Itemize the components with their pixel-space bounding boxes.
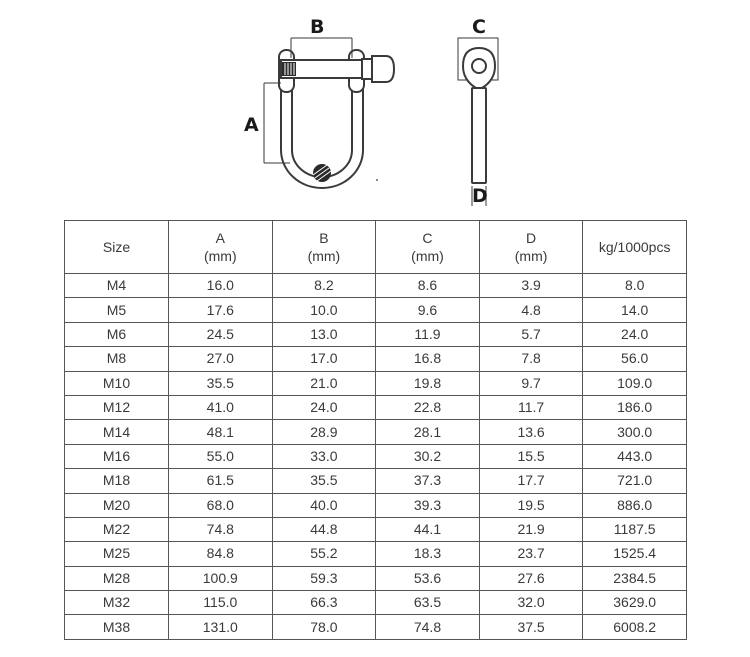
label-a: A (244, 114, 259, 136)
cell-a: 35.5 (169, 371, 273, 395)
cell-weight: 1187.5 (583, 517, 687, 541)
table-row (65, 347, 687, 371)
cell-b: 28.9 (272, 420, 376, 444)
cell-size: M18 (65, 469, 169, 493)
cell-a: 24.5 (169, 322, 273, 346)
cell-c: 39.3 (376, 493, 480, 517)
cell-d: 4.8 (479, 298, 583, 322)
cell-d: 21.9 (479, 517, 583, 541)
cell-b: 55.2 (272, 542, 376, 566)
cell-a: 55.0 (169, 444, 273, 468)
pin-thread (282, 62, 296, 76)
label-d: D (472, 185, 488, 207)
cell-c: 8.6 (376, 274, 480, 298)
cell-c: 18.3 (376, 542, 480, 566)
cell-b: 24.0 (272, 395, 376, 419)
table-row (65, 566, 687, 590)
cell-weight: 24.0 (583, 322, 687, 346)
cell-size: M20 (65, 493, 169, 517)
cell-c: 9.6 (376, 298, 480, 322)
cell-b: 40.0 (272, 493, 376, 517)
col-header-weight (583, 221, 687, 274)
cell-d: 13.6 (479, 420, 583, 444)
cell-b: 10.0 (272, 298, 376, 322)
cell-c: 16.8 (376, 347, 480, 371)
cell-d: 23.7 (479, 542, 583, 566)
cell-d: 11.7 (479, 395, 583, 419)
cell-c: 19.8 (376, 371, 480, 395)
section-circle (313, 164, 331, 182)
cell-d: 3.9 (479, 274, 583, 298)
cell-size: M8 (65, 347, 169, 371)
header-unit: (mm) (411, 248, 444, 264)
cell-size: M6 (65, 322, 169, 346)
table-row (65, 420, 687, 444)
cell-c: 11.9 (376, 322, 480, 346)
cell-b: 33.0 (272, 444, 376, 468)
cell-weight: 3629.0 (583, 591, 687, 615)
cell-c: 37.3 (376, 469, 480, 493)
cell-size: M12 (65, 395, 169, 419)
cell-b: 21.0 (272, 371, 376, 395)
shackle-side-view (458, 38, 498, 183)
cell-c: 22.8 (376, 395, 480, 419)
cell-size: M16 (65, 444, 169, 468)
cell-c: 44.1 (376, 517, 480, 541)
cell-d: 15.5 (479, 444, 583, 468)
cell-a: 68.0 (169, 493, 273, 517)
cell-b: 78.0 (272, 615, 376, 639)
cell-a: 131.0 (169, 615, 273, 639)
cell-c: 28.1 (376, 420, 480, 444)
table-row (65, 615, 687, 639)
cell-d: 37.5 (479, 615, 583, 639)
wing-nut (362, 56, 394, 82)
cell-weight: 186.0 (583, 395, 687, 419)
header-unit: (mm) (203, 248, 237, 264)
col-header-d (479, 221, 583, 274)
cell-b: 44.8 (272, 517, 376, 541)
header-name: D (526, 230, 537, 246)
cell-weight: 109.0 (583, 371, 687, 395)
cell-b: 59.3 (272, 566, 376, 590)
table-row (65, 591, 687, 615)
table-row (65, 493, 687, 517)
cell-size: M28 (65, 566, 169, 590)
cell-size: M5 (65, 298, 169, 322)
cell-d: 17.7 (479, 469, 583, 493)
dimension-a (264, 83, 290, 163)
cell-a: 74.8 (169, 517, 273, 541)
cell-a: 41.0 (169, 395, 273, 419)
label-b: B (310, 16, 325, 38)
cell-weight: 886.0 (583, 493, 687, 517)
cell-weight: 6008.2 (583, 615, 687, 639)
cell-weight: 8.0 (583, 274, 687, 298)
table-row (65, 322, 687, 346)
header-name: C (422, 230, 433, 246)
header-unit: (mm) (514, 248, 548, 264)
cell-a: 100.9 (169, 566, 273, 590)
table-row (65, 517, 687, 541)
header-name: A (215, 230, 225, 246)
cell-d: 32.0 (479, 591, 583, 615)
cell-weight: 443.0 (583, 444, 687, 468)
cell-d: 9.7 (479, 371, 583, 395)
table-row (65, 298, 687, 322)
cell-size: M32 (65, 591, 169, 615)
cell-a: 17.6 (169, 298, 273, 322)
cell-weight: 14.0 (583, 298, 687, 322)
cell-d: 7.8 (479, 347, 583, 371)
col-header-size (65, 221, 169, 274)
cell-weight: 2384.5 (583, 566, 687, 590)
header-name: B (319, 230, 329, 246)
header-row (65, 221, 687, 274)
cell-c: 74.8 (376, 615, 480, 639)
cell-a: 61.5 (169, 469, 273, 493)
cell-weight: 1525.4 (583, 542, 687, 566)
label-c: C (472, 16, 486, 38)
table-row (65, 395, 687, 419)
cell-weight: 721.0 (583, 469, 687, 493)
cell-a: 84.8 (169, 542, 273, 566)
table-row (65, 274, 687, 298)
header-unit: (mm) (307, 248, 341, 264)
cell-b: 17.0 (272, 347, 376, 371)
cell-a: 27.0 (169, 347, 273, 371)
spec-table (64, 220, 687, 640)
cell-b: 35.5 (272, 469, 376, 493)
col-header-c (376, 221, 480, 274)
col-header-a (169, 221, 273, 274)
cell-size: M14 (65, 420, 169, 444)
cell-a: 16.0 (169, 274, 273, 298)
cell-d: 5.7 (479, 322, 583, 346)
cell-a: 115.0 (169, 591, 273, 615)
table-body (65, 274, 687, 640)
cell-d: 27.6 (479, 566, 583, 590)
shackle-diagram (0, 0, 750, 215)
table-row (65, 542, 687, 566)
cell-weight: 56.0 (583, 347, 687, 371)
header-name: kg/1000pcs (598, 239, 671, 255)
cell-c: 63.5 (376, 591, 480, 615)
cell-b: 66.3 (272, 591, 376, 615)
dimension-b (291, 38, 352, 58)
cell-b: 13.0 (272, 322, 376, 346)
header-name: Size (102, 239, 131, 255)
table-row (65, 444, 687, 468)
cell-c: 30.2 (376, 444, 480, 468)
cell-a: 48.1 (169, 420, 273, 444)
cell-d: 19.5 (479, 493, 583, 517)
cell-size: M10 (65, 371, 169, 395)
shackle-front-view (279, 50, 394, 188)
cell-weight: 300.0 (583, 420, 687, 444)
cell-b: 8.2 (272, 274, 376, 298)
cell-size: M38 (65, 615, 169, 639)
col-header-b (272, 221, 376, 274)
cell-size: M25 (65, 542, 169, 566)
cell-size: M22 (65, 517, 169, 541)
table-row (65, 371, 687, 395)
stray-dot (376, 179, 378, 181)
cell-size: M4 (65, 274, 169, 298)
cell-c: 53.6 (376, 566, 480, 590)
table-row (65, 469, 687, 493)
